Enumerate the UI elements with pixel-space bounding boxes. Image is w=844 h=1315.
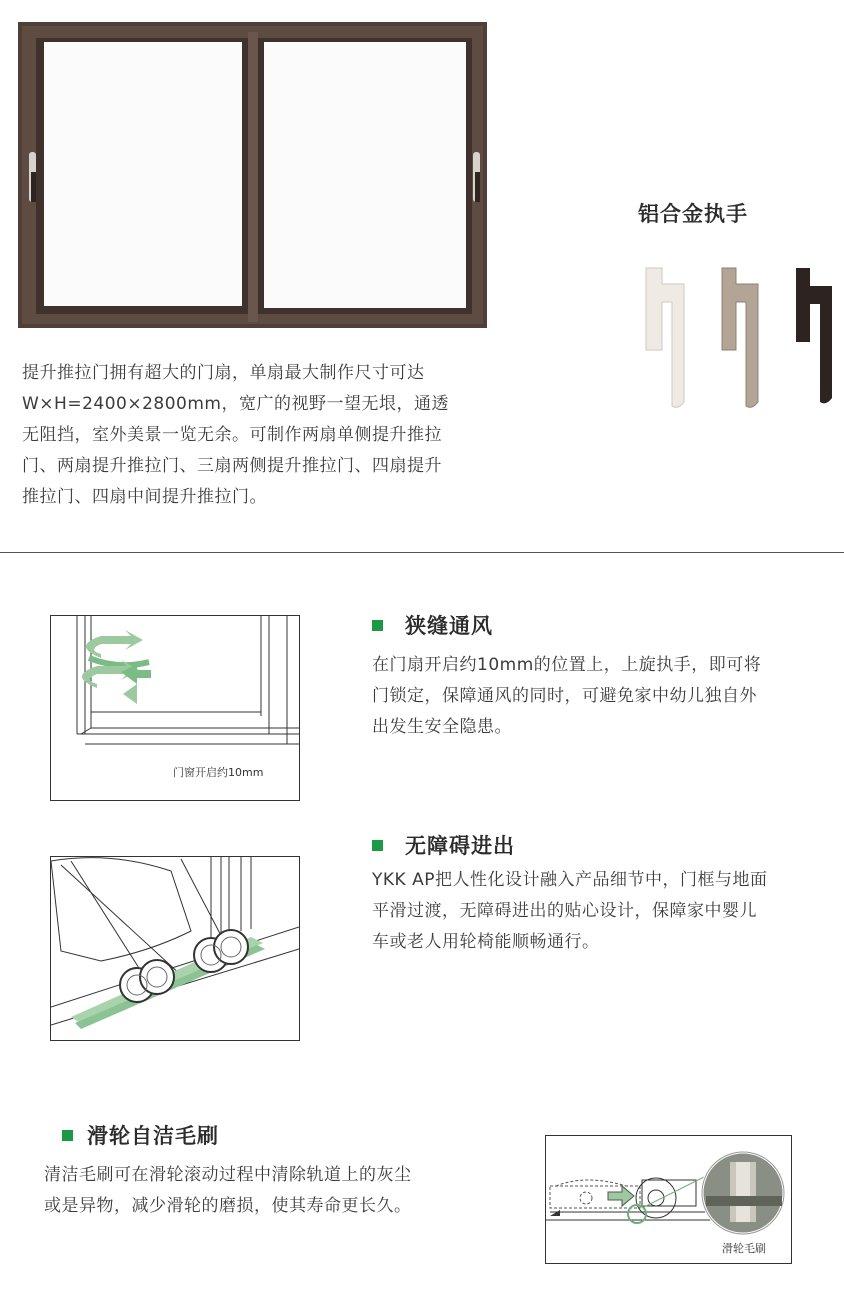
roller-brush-title: 滑轮自洁毛刷: [62, 1120, 219, 1150]
intro-line: 推拉门、四扇中间提升推拉门。: [22, 487, 267, 507]
handle-title: 铝合金执手: [638, 202, 748, 226]
intro-paragraph: [22, 358, 522, 513]
green-square-icon: [372, 620, 383, 631]
intro-line: W×H=2400×2800mm，宽广的视野一望无垠，通透: [22, 394, 449, 414]
ventilation-line: 出发生安全隐患。: [372, 717, 512, 737]
barrier-free-line: YKK AP把人性化设计融入产品细节中，门框与地面: [372, 870, 768, 890]
ventilation-caption: 门窗开启约10mm: [173, 766, 264, 779]
barrier-free-title: 无障碍进出: [372, 830, 515, 860]
roller-brush-caption: 滑轮毛刷: [722, 1242, 766, 1255]
handles-image: [640, 262, 836, 410]
ventilation-line: 在门扇开启约10mm的位置上，上旋执手，即可将: [372, 655, 762, 675]
ventilation-diagram: [50, 615, 300, 801]
roller-brush-line: 清洁毛刷可在滑轮滚动过程中清除轨道上的灰尘: [44, 1165, 412, 1185]
roller-brush-line: 或是异物，减少滑轮的磨损，使其寿命更长久。: [44, 1196, 412, 1216]
intro-line: 门、两扇提升推拉门、三扇两侧提升推拉门、四扇提升: [22, 456, 442, 476]
sliding-door-image: [18, 22, 487, 328]
roller-brush-paragraph: [44, 1160, 514, 1222]
intro-line: 提升推拉门拥有超大的门扇，单扇最大制作尺寸可达: [22, 363, 425, 383]
barrier-free-line: 车或老人用轮椅能顺畅通行。: [372, 932, 600, 952]
barrier-free-line: 平滑过渡，无障碍进出的贴心设计，保障家中婴儿: [372, 901, 757, 921]
ventilation-title: 狭缝通风: [372, 610, 493, 640]
ventilation-line: 门锁定，保障通风的同时，可避免家中幼儿独自外: [372, 686, 757, 706]
green-square-icon: [372, 840, 383, 851]
barrier-free-diagram: [50, 856, 300, 1041]
ventilation-paragraph: [372, 650, 832, 743]
intro-line: 无阻挡，室外美景一览无余。可制作两扇单侧提升推拉: [22, 425, 442, 445]
section-divider: [0, 552, 844, 553]
barrier-free-paragraph: [372, 865, 832, 958]
roller-brush-diagram: [545, 1135, 792, 1264]
green-square-icon: [62, 1130, 73, 1141]
